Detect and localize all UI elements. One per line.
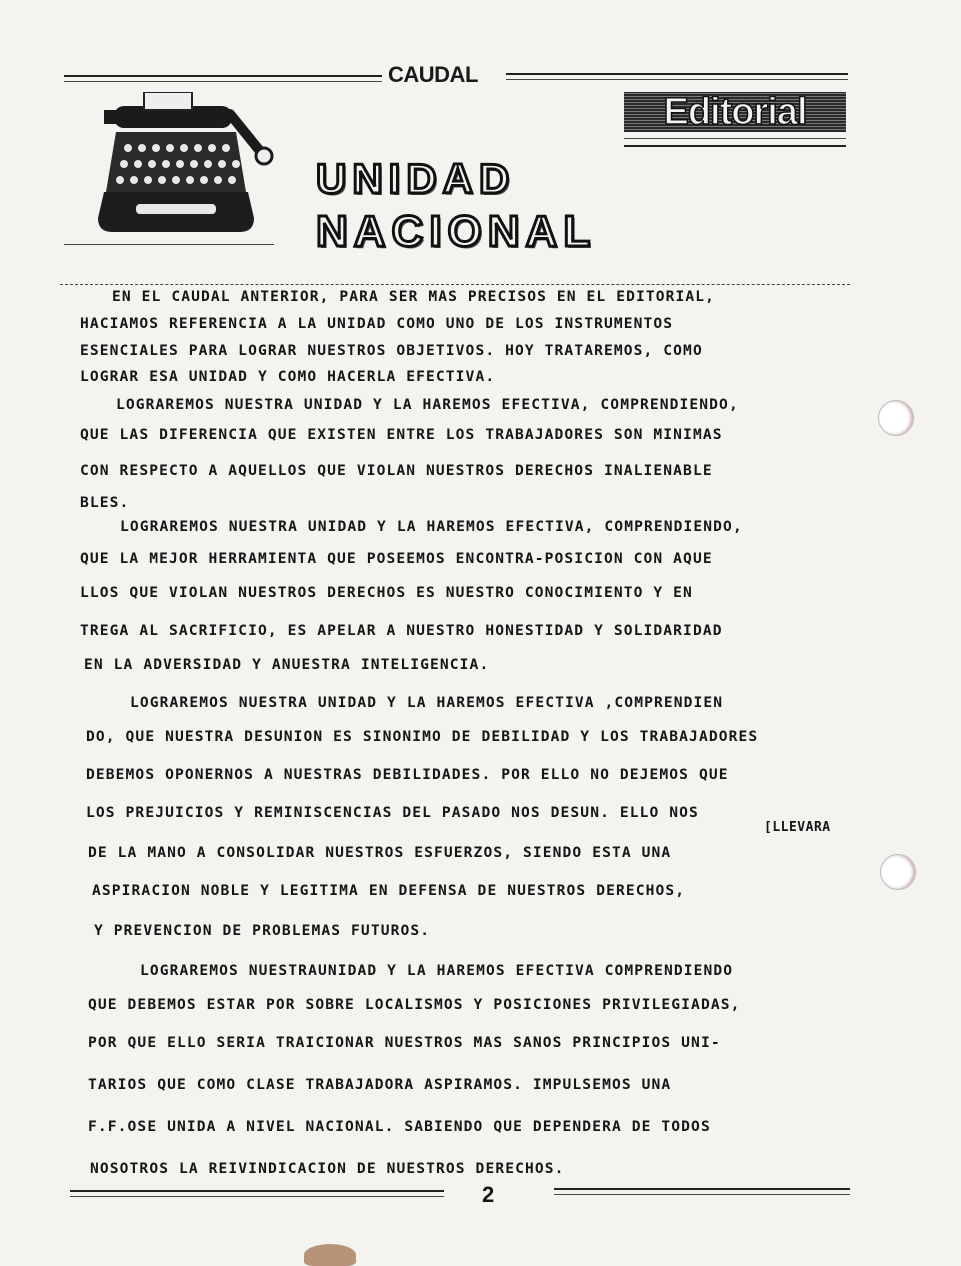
page-number: 2 <box>482 1182 495 1207</box>
illustration-rule <box>64 244 274 245</box>
header-rule-right <box>506 73 848 75</box>
text-line: LOS PREJUICIOS Y REMINISCENCIAS DEL PASADO NOS DESUN. ELLO NOS <box>86 804 699 821</box>
typewriter-icon <box>96 92 274 242</box>
text-line: TREGA AL SACRIFICIO, ES APELAR A NUESTRO HONESTIDAD Y SOLIDARIDAD <box>80 622 723 639</box>
paper-stain <box>304 1244 356 1266</box>
text-line: F.F.OSE UNIDA A NIVEL NACIONAL. SABIENDO QUE DEPENDERA DE TODOS <box>88 1118 711 1135</box>
text-line: TARIOS QUE COMO CLASE TRABAJADORA ASPIRAMOS. IMPULSEMOS UNA <box>88 1076 672 1093</box>
footer-rule-left <box>70 1190 444 1192</box>
text-line: LOGRAREMOS NUESTRA UNIDAD Y LA HAREMOS EFECTIVA, COMPRENDIENDO, <box>120 518 743 535</box>
text-line: LLOS QUE VIOLAN NUESTROS DERECHOS ES NUESTRO CONOCIMIENTO Y EN <box>80 584 693 601</box>
text-line: EN LA ADVERSIDAD Y ANUESTRA INTELIGENCIA. <box>84 656 490 673</box>
editorial-rule-bottom <box>624 145 846 147</box>
text-line: QUE LA MEJOR HERRAMIENTA QUE POSEEMOS ENCONTRA-POSICION CON AQUE <box>80 550 713 567</box>
text-line: QUE DEBEMOS ESTAR POR SOBRE LOCALISMOS Y POSICIONES PRIVILEGIADAS, <box>88 996 741 1013</box>
punch-hole-top <box>878 400 914 436</box>
text-line: EN EL CAUDAL ANTERIOR, PARA SER MAS PRECISOS EN EL EDITORIAL, <box>112 288 716 305</box>
punch-hole-bottom <box>880 854 916 890</box>
footer-rule-left-thin <box>70 1196 444 1197</box>
text-line: QUE LAS DIFERENCIA QUE EXISTEN ENTRE LOS TRABAJADORES SON MINIMAS <box>80 426 723 443</box>
text-line: LOGRAREMOS NUESTRA UNIDAD Y LA HAREMOS EFECTIVA, COMPRENDIENDO, <box>116 396 739 413</box>
text-line: POR QUE ELLO SERIA TRAICIONAR NUESTROS MAS SANOS PRINCIPIOS UNI- <box>88 1034 721 1051</box>
header-rule-right-thin <box>506 79 848 80</box>
text-line: DEBEMOS OPONERNOS A NUESTRAS DEBILIDADES. POR ELLO NO DEJEMOS QUE <box>86 766 729 783</box>
text-line: LOGRAR ESA UNIDAD Y COMO HACERLA EFECTIVA. <box>80 368 496 385</box>
text-line: DE LA MANO A CONSOLIDAR NUESTROS ESFUERZOS, SIENDO ESTA UNA <box>88 844 672 861</box>
marginal-insert: [LLEVARA <box>764 820 831 835</box>
section-label: Editorial <box>624 92 846 132</box>
headline-line-1: UNIDAD <box>316 155 516 202</box>
text-line: ESENCIALES PARA LOGRAR NUESTROS OBJETIVOS. HOY TRATAREMOS, COMO <box>80 342 703 359</box>
header-rule-left <box>64 75 382 77</box>
text-line: CON RESPECTO A AQUELLOS QUE VIOLAN NUESTROS DERECHOS INALIENABLE <box>80 462 713 479</box>
footer-rule-right-thin <box>554 1194 850 1195</box>
text-line: BLES. <box>80 494 130 511</box>
text-line: ASPIRACION NOBLE Y LEGITIMA EN DEFENSA DE NUESTROS DERECHOS, <box>92 882 686 899</box>
text-line: LOGRAREMOS NUESTRA UNIDAD Y LA HAREMOS EFECTIVA ,COMPRENDIEN <box>130 694 724 711</box>
text-line: NOSOTROS LA REIVINDICACION DE NUESTROS DERECHOS. <box>90 1160 565 1177</box>
header-rule-left-thin <box>64 81 382 82</box>
separator-rule <box>60 284 850 285</box>
masthead-title: CAUDAL <box>388 62 478 87</box>
headline-line-2: NACIONAL <box>316 207 597 256</box>
editorial-rule-top <box>624 138 846 139</box>
text-line: Y PREVENCION DE PROBLEMAS FUTUROS. <box>94 922 431 939</box>
text-line: HACIAMOS REFERENCIA A LA UNIDAD COMO UNO DE LOS INSTRUMENTOS <box>80 315 674 332</box>
text-line: LOGRAREMOS NUESTRAUNIDAD Y LA HAREMOS EFECTIVA COMPRENDIENDO <box>140 962 734 979</box>
text-line: DO, QUE NUESTRA DESUNION ES SINONIMO DE DEBILIDAD Y LOS TRABAJADORES <box>86 728 759 745</box>
footer-rule-right <box>554 1188 850 1190</box>
